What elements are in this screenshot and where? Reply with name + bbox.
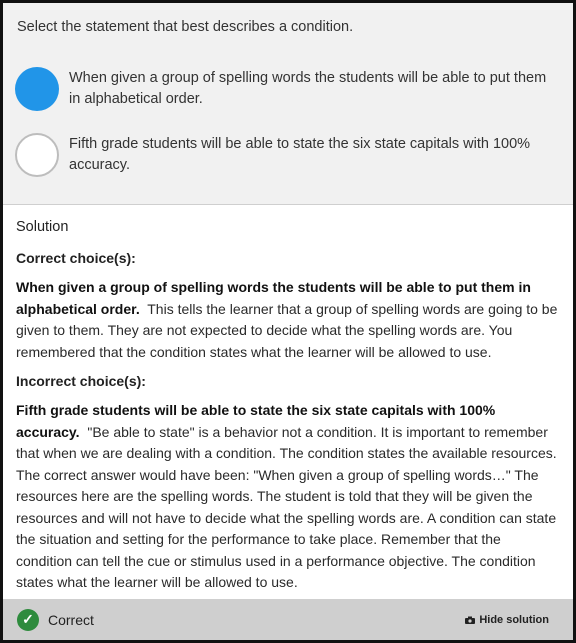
- camera-icon: [465, 616, 475, 624]
- checkmark-icon: ✓: [17, 609, 39, 631]
- result-status: Correct: [48, 611, 94, 628]
- incorrect-choices-heading: Incorrect choice(s):: [16, 373, 146, 389]
- solution-heading: Solution: [16, 219, 69, 235]
- choice-text-2: Fifth grade students will be able to state the six state capitals with 100% accuracy.: [69, 136, 531, 173]
- solution-panel: [16, 219, 559, 604]
- correct-explanation: [16, 277, 559, 363]
- incorrect-explanation-text: "Be able to state" is a behavior not a condition. It is important to remember that when we are dealing with a condition. The condition states the available resources. The correct answer would have been: "When given a group of spelling words…" The resources here are the spelling words. The student is told that they will be given the resources and will not have to decide what the spelling words are. A condition can state the situation and setting for the performance to take place. Remember that the condition can tell the cue or stimulus used in a performance objective. The condition states what the learner will be allowed to use.: [16, 423, 557, 590]
- correct-choice-bold: When given a group of spelling words the students will be able to put them in alphabetical order.: [16, 279, 531, 317]
- hide-solution-button[interactable]: [465, 614, 549, 626]
- incorrect-choice-bold: Fifth grade students will be able to state the six state capitals with 100% accuracy.: [16, 402, 496, 440]
- radio-button-selected[interactable]: [15, 67, 59, 111]
- question-prompt: Select the statement that best describes a condition.: [17, 19, 354, 35]
- choice-option-1[interactable]: [15, 67, 559, 111]
- correct-explanation-text: This tells the learner that a group of spelling words are going to be given to them. They are not expected to decide what the spelling words are. You remembered that the condition states what the learner will be allowed to use.: [16, 300, 558, 360]
- choice-option-2[interactable]: [15, 133, 559, 177]
- question-panel: [3, 3, 573, 205]
- hide-solution-label: Hide solution: [479, 613, 549, 626]
- radio-button-unselected[interactable]: [15, 133, 59, 177]
- choice-text-1: When given a group of spelling words the students will be able to put them in alphabetical order.: [69, 70, 547, 107]
- incorrect-explanation: [16, 400, 559, 594]
- correct-choices-heading: Correct choice(s):: [16, 250, 136, 266]
- result-footer: [3, 599, 573, 640]
